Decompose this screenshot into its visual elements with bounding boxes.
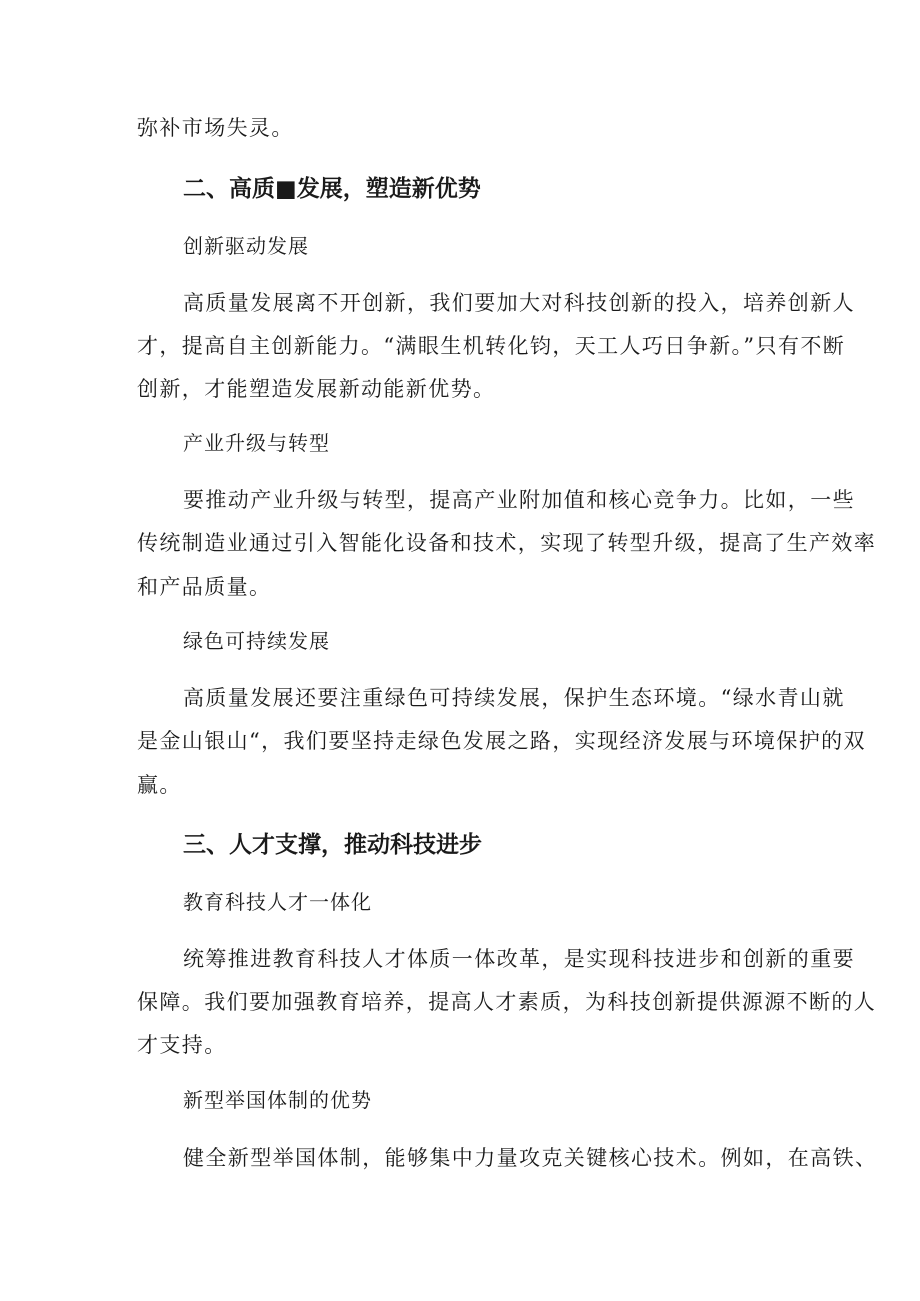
subsection-industry-title: 产业升级与转型 [183, 431, 330, 455]
section-2-heading: 二、高质■发展，塑造新优势 [183, 176, 481, 202]
paragraph-line: 传统制造业通过引入智能化设备和技术，实现了转型升级，提高了生产效率 [137, 531, 877, 555]
subsection-innovation-title: 创新驱动发展 [183, 234, 309, 258]
section-3-heading: 三、人才支撑，推动科技进步 [183, 832, 482, 858]
paragraph-line: 高质量发展离不开创新，我们要加大对科技创新的投入，培养创新人 [183, 291, 855, 315]
subsection-education-title: 教育科技人才一体化 [183, 890, 372, 914]
paragraph-line: 统筹推进教育科技人才体质一体改革，是实现科技进步和创新的重要 [183, 947, 855, 971]
paragraph-line: 才，提高自主创新能力。“满眼生机转化钧，天工人巧日争新。”只有不断 [137, 334, 846, 358]
intro-tail-text: 弥补市场失灵。 [137, 116, 294, 140]
paragraph-line: 保障。我们要加强教育培养，提高人才素质，为科技创新提供源源不断的人 [137, 990, 877, 1014]
subsection-national-system-title: 新型举国体制的优势 [183, 1088, 372, 1112]
paragraph-line: 高质量发展还要注重绿色可持续发展，保护生态环境。“绿水青山就 [183, 686, 845, 710]
paragraph-line: 才支持。 [137, 1033, 227, 1057]
paragraph-line: 要推动产业升级与转型，提高产业附加值和核心竞争力。比如，一些 [183, 488, 855, 512]
paragraph-line: 赢。 [137, 773, 182, 797]
paragraph-line: 和产品质量。 [137, 575, 272, 599]
subsection-green-title: 绿色可持续发展 [183, 629, 330, 653]
paragraph-line: 健全新型举国体制，能够集中力量攻克关键核心技术。例如，在高铁、 [183, 1146, 878, 1170]
paragraph-line: 是金山银山“，我们要坚持走绿色发展之路，实现经济发展与环境保护的双 [137, 729, 866, 753]
paragraph-line: 创新，才能塑造发展新动能新优势。 [137, 377, 496, 401]
